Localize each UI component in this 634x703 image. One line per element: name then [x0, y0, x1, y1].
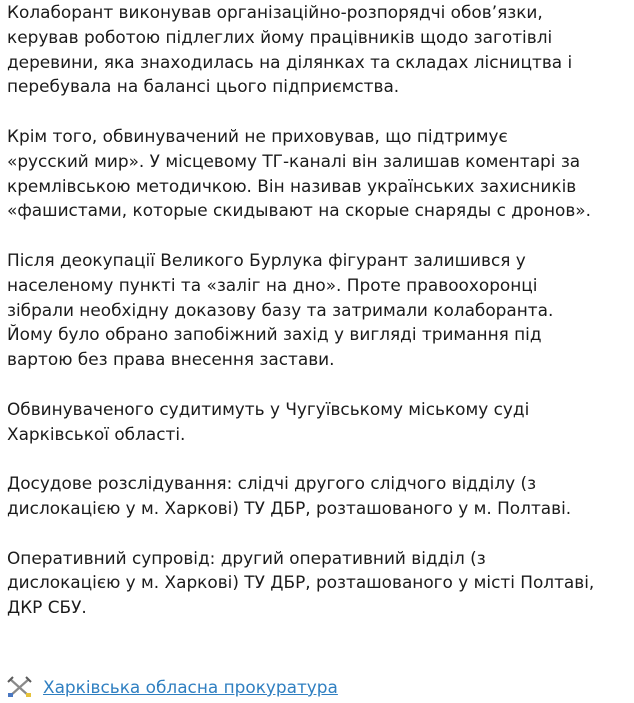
post-body [7, 0, 631, 645]
post-paragraph-3: Після деокупації Великого Бурлука фігурант залишився у населеному пункті та «заліг на дно». Проте правоохоронці зібрали необхідну доказову базу та затримали колаборанта. Йому було обрано запобіжний захід у вигляді тримання під вартою без права внесення застави. [7, 249, 554, 370]
post-paragraph-4: Обвинуваченого судитимуть у Чугуївському міському суді Харківської області. [7, 398, 530, 444]
post-paragraph-2: Крім того, обвинувачений не приховував, що підтримує «русский мир». У місцевому ТГ-каналі він залишав коментарі за кремлівською методичкою. Він називав українських захисників «фашистами, которые скидывают на скорые снаряды с дронов». [7, 125, 592, 221]
post-paragraph-6: Оперативний супровід: другий оперативний відділ (з дислокацією у м. Харкові) ТУ ДБР, розташованого у місті Полтаві, ДКР СБУ. [7, 547, 595, 618]
post-paragraph-1: Колаборант виконував організаційно-розпорядчі обов’язки, керував роботою підлеглих йому працівників щодо заготівлі деревини, яка знаходилась на ділянках та складах лісництва і перебувала на балансі цього підприємства. [7, 2, 573, 97]
crossed-swords-flag-icon [7, 676, 35, 698]
post-paragraph-5: Досудове розслідування: слідчі другого слідчого відділу (з дислокацією у м. Харкові) ТУ ДБР, розташованого у м. Полтаві. [7, 473, 572, 518]
channel-link[interactable]: Харківська обласна прокуратура [43, 677, 338, 697]
channel-link-row [7, 674, 338, 700]
